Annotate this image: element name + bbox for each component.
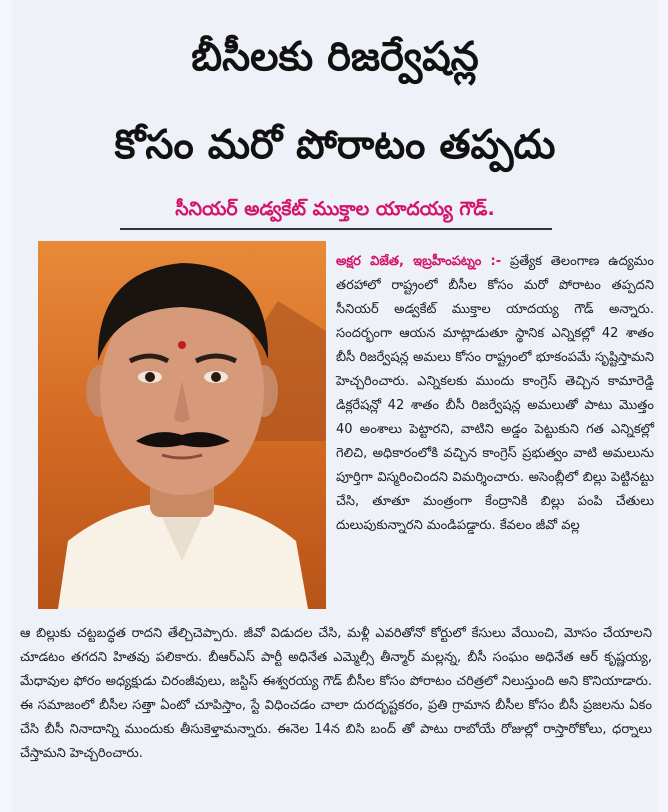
article-text-bottom: ఆ బిల్లుకు చట్టబద్ధత రాదని తేల్చిచెప్పారు. జీవో విడుదల చేసి, మళ్లీ ఎవరితోనో కోర్టులో కేసులు వేయించి, మోసం చేయాలని చూడటం తగదని హితవు పలికారు. బీఆర్ఎస్ పార్టీ అధినేత ఎమ్మెల్సీ తీన్మార్ మల్లన్న, బీసీ సంఘం అధినేత ఆర్ కృష్ణయ్య, మేధావుల ఫోరం అధ్యక్షుడు చిరంజీవులు, జస్టిస్ ఈశ్వరయ్య గౌడ్ బీసీల కోసం పోరాటం చరిత్రలో నిలుస్తుంది అని కొనియాడారు. ఈ సమాజంలో బీసీల సత్తా ఏంటో చూపిస్తాం, స్టే విధించడం చాలా దురదృష్టకరం, ప్రతి గ్రామాన బీసీల కోసం బీసీ ప్రజలను ఏకం చేసి బీసీ నినాదాన్ని ముందుకు తీసుకెళ్తామన్నారు. ఈనెల 14న బిసి బంద్ తో పాటు రాబోయే రోజుల్లో రాస్తారోకోలు, ధర్నాలు చేస్తామని హెచ్చరించారు. [20,626,652,761]
portrait-photo [38,241,326,609]
byline: సీనియర్ అడ్వకేట్ ముక్తాల యాదయ్య గౌడ్. [175,198,495,220]
article-text-right: ప్రత్యేక తెలంగాణ ఉద్యమం తరహాలో రాష్ట్రంలో బీసీల కోసం మరో పోరాటం తప్పదని సీనియర్ అడ్వకేట్ ముక్తాల యాదయ్య గౌడ్ అన్నారు. సందర్భంగా ఆయన మాట్లాడుతూ స్థానిక ఎన్నికల్లో 42 శాతం బీసీ రిజర్వేషన్ల అమలు కోసం రాష్ట్రంలో భూకంపమే సృష్టిస్తామని హెచ్చరించారు. ఎన్నికలకు ముందు కాంగ్రెస్ తెచ్చిన కామారెడ్డి డిక్లరేషన్లో 42 శాతం బీసీ రిజర్వేషన్ల అమలుతో పాటు మొత్తం 40 అంశాలు పెట్టారని, వాటిని అడ్డం పెట్టుకుని గత ఎన్నికల్లో గెలిచి, అధికారంలోకి వచ్చిన కాంగ్రెస్ ప్రభుత్వం వాటి అమలును పూర్తిగా విస్మరించిందని విమర్శించారు. అసెంబ్లీలో బిల్లు పెట్టినట్టు చేసి, తూతూ మంత్రంగా కేంద్రానికి బిల్లు పంపి చేతులు దులుపుకున్నారని మండిపడ్డారు. కేవలం జీవో వల్ల [336,254,654,533]
byline-underline [120,228,552,230]
headline-line-2: కోసం మరో పోరాటం తప్పదు [114,122,556,168]
newspaper-page [12,0,658,812]
portrait-illustration [38,241,326,609]
article-column-right [336,250,654,538]
article-dateline: అక్షర విజేత, ఇబ్రహీంపట్నం :- [336,254,502,269]
headline-line-1: బీసీలకు రిజర్వేషన్ల [191,34,479,80]
